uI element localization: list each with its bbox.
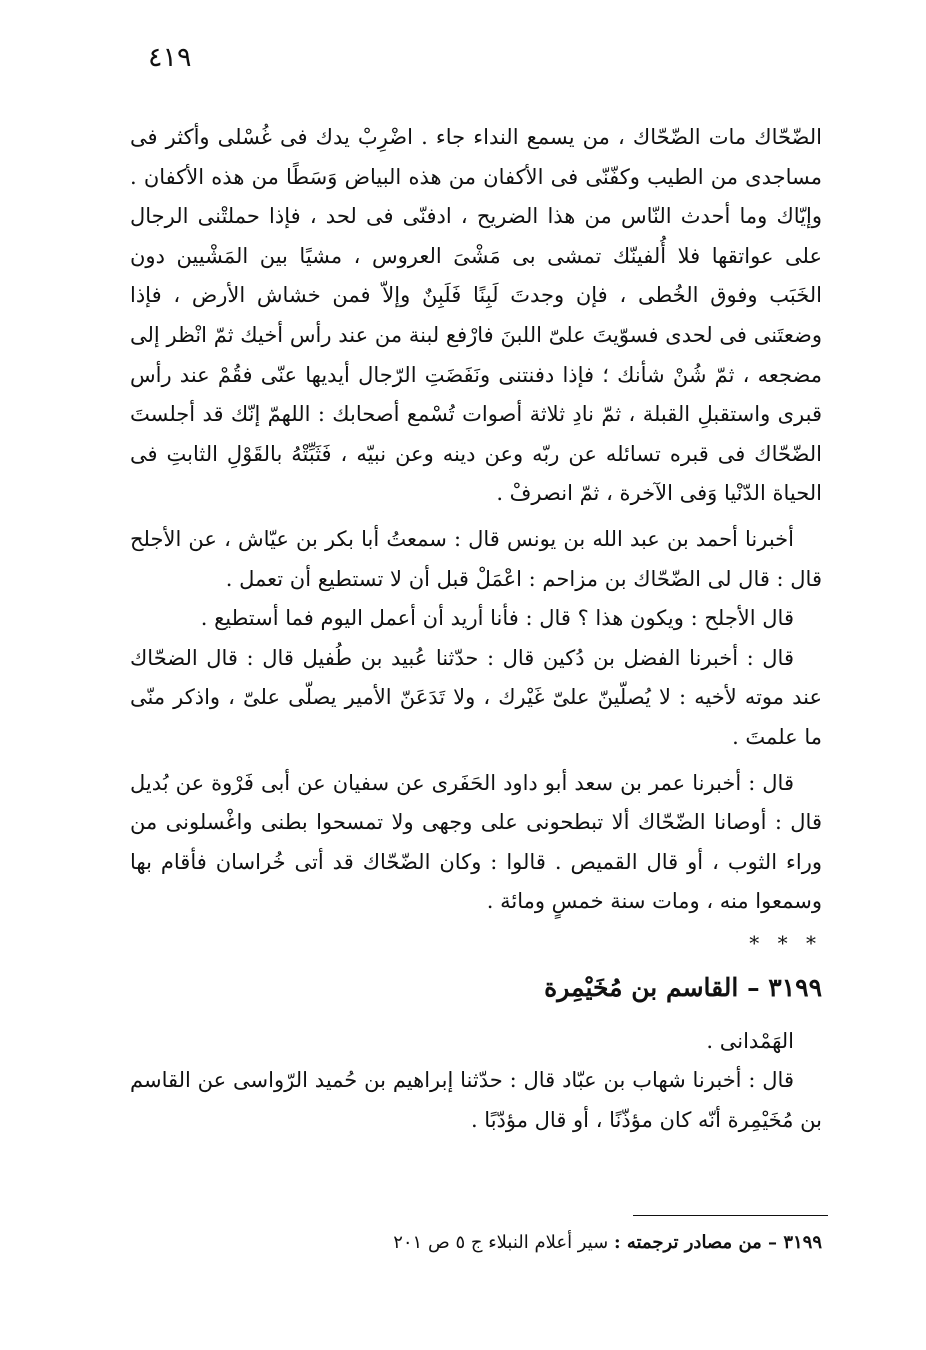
footnote-divider bbox=[633, 1215, 828, 1216]
footnote-text: سير أعلام النبلاء ج ٥ ص ٢٠١ bbox=[393, 1232, 609, 1253]
page-number: ٤١٩ bbox=[148, 42, 192, 73]
paragraph: قال : أخبرنا شهاب بن عبّاد قال : حدّثنا إبراهيم بن حُميد الرّواسى عن القاسم بن مُخَيْمِرة أنّه كان مؤذّنًا ، أو قال مؤدّبًا . bbox=[130, 1068, 822, 1133]
main-text bbox=[130, 118, 822, 1141]
paragraph: قال الأجلح : ويكون هذا ؟ قال : فأنا أريد أن أعمل اليوم فما أستطيع . bbox=[200, 606, 794, 631]
section-separator: * * * bbox=[749, 930, 822, 955]
paragraph: أخبرنا أحمد بن عبد الله بن يونس قال : سمعتُ أبا بكر بن عيّاش ، عن الأجلح قال : قال لى الضّحّاك بن مزاحم : اعْمَلْ قبل أن لا تستطيع أن تعمل . bbox=[130, 526, 822, 591]
paragraph: قال : أخبرنا عمر بن سعد أبو داود الحَفَرى عن سفيان عن أبى فَرْوة عن بُديل قال : أوصانا الضّحّاك ألا تبطحونى على وجهى ولا تمسحوا بطنى واغْسلونى من وراء الثوب ، أو قال القميص . قالوا : وكان الضّحّاك قد أتى خُراسان فأقام بها وسمعوا منه ، ومات سنة خمسٍ ومائة . bbox=[130, 770, 822, 914]
footnote-label: ٣١٩٩ – من مصادر ترجمته : bbox=[614, 1232, 822, 1253]
footnote bbox=[300, 1228, 822, 1258]
section-heading: ٣١٩٩ – القاسم بن مُخَيْمِرة bbox=[544, 972, 822, 1002]
paragraph: الضّحّاك مات الضّحّاك ، من يسمع النداء جاء . اضْرِبْ يدك فى غُسْلى وأكثر فى مساجدى من الطيب وكفّنّى فى الأكفان من هذه البياض وَسَطًا من هذه الأكفان . وإيّاك وما أحدث النّاس من هذا الضريح ، ادفنّى فى لحد ، فإذا حملتْنى الرجال على عواتقها فلا أُلفينّك تمشى بى مَشْىَ العروس ، مشيًا بين المَشْيين دون الخَبَب وفوق الخُطى ، فإن وجدتَ لَبِنًا فَلَبِنٌ وإلاّ فمن خشاش الأرض ، فإذا وضعتَنى فى لحدى فسوّيتَ علىّ اللبنَ فارْفع لبنة من عند رأس أخيك ثمّ انْظر إلى مضجعه ، ثمّ شُنْ شأنك ؛ فإذا دفنتنى ونَفَضَتِ الرّجال أيديها عنّى فقُمْ عند رأس قبرى واستقبلِ القبلة ، ثمّ نادِ ثلاثة أصوات تُسْمع أصحابك : اللهمّ إنّك قد أجلستَ الضّحّاك فى قبره تسائله عن ربّه وعن دينه وعن نبيّه ، فَثَبِّتْهُ بالقَوْلِ الثابتِ فى الحياة الدّنْيا وَفى الآخرة ، ثمّ انصرفْ . bbox=[130, 125, 822, 506]
paragraph: الهَمْدانى . bbox=[706, 1028, 794, 1053]
paragraph: قال : أخبرنا الفضل بن دُكين قال : حدّثنا عُبيد بن طُفيل قال : قال الضحّاك عند موته لأخيه : لا يُصلّينّ علىّ غَيْرك ، ولا تَدَعَنّ الأمير يصلّى علىّ ، واذكر منّى ما علمتَ . bbox=[130, 645, 822, 749]
